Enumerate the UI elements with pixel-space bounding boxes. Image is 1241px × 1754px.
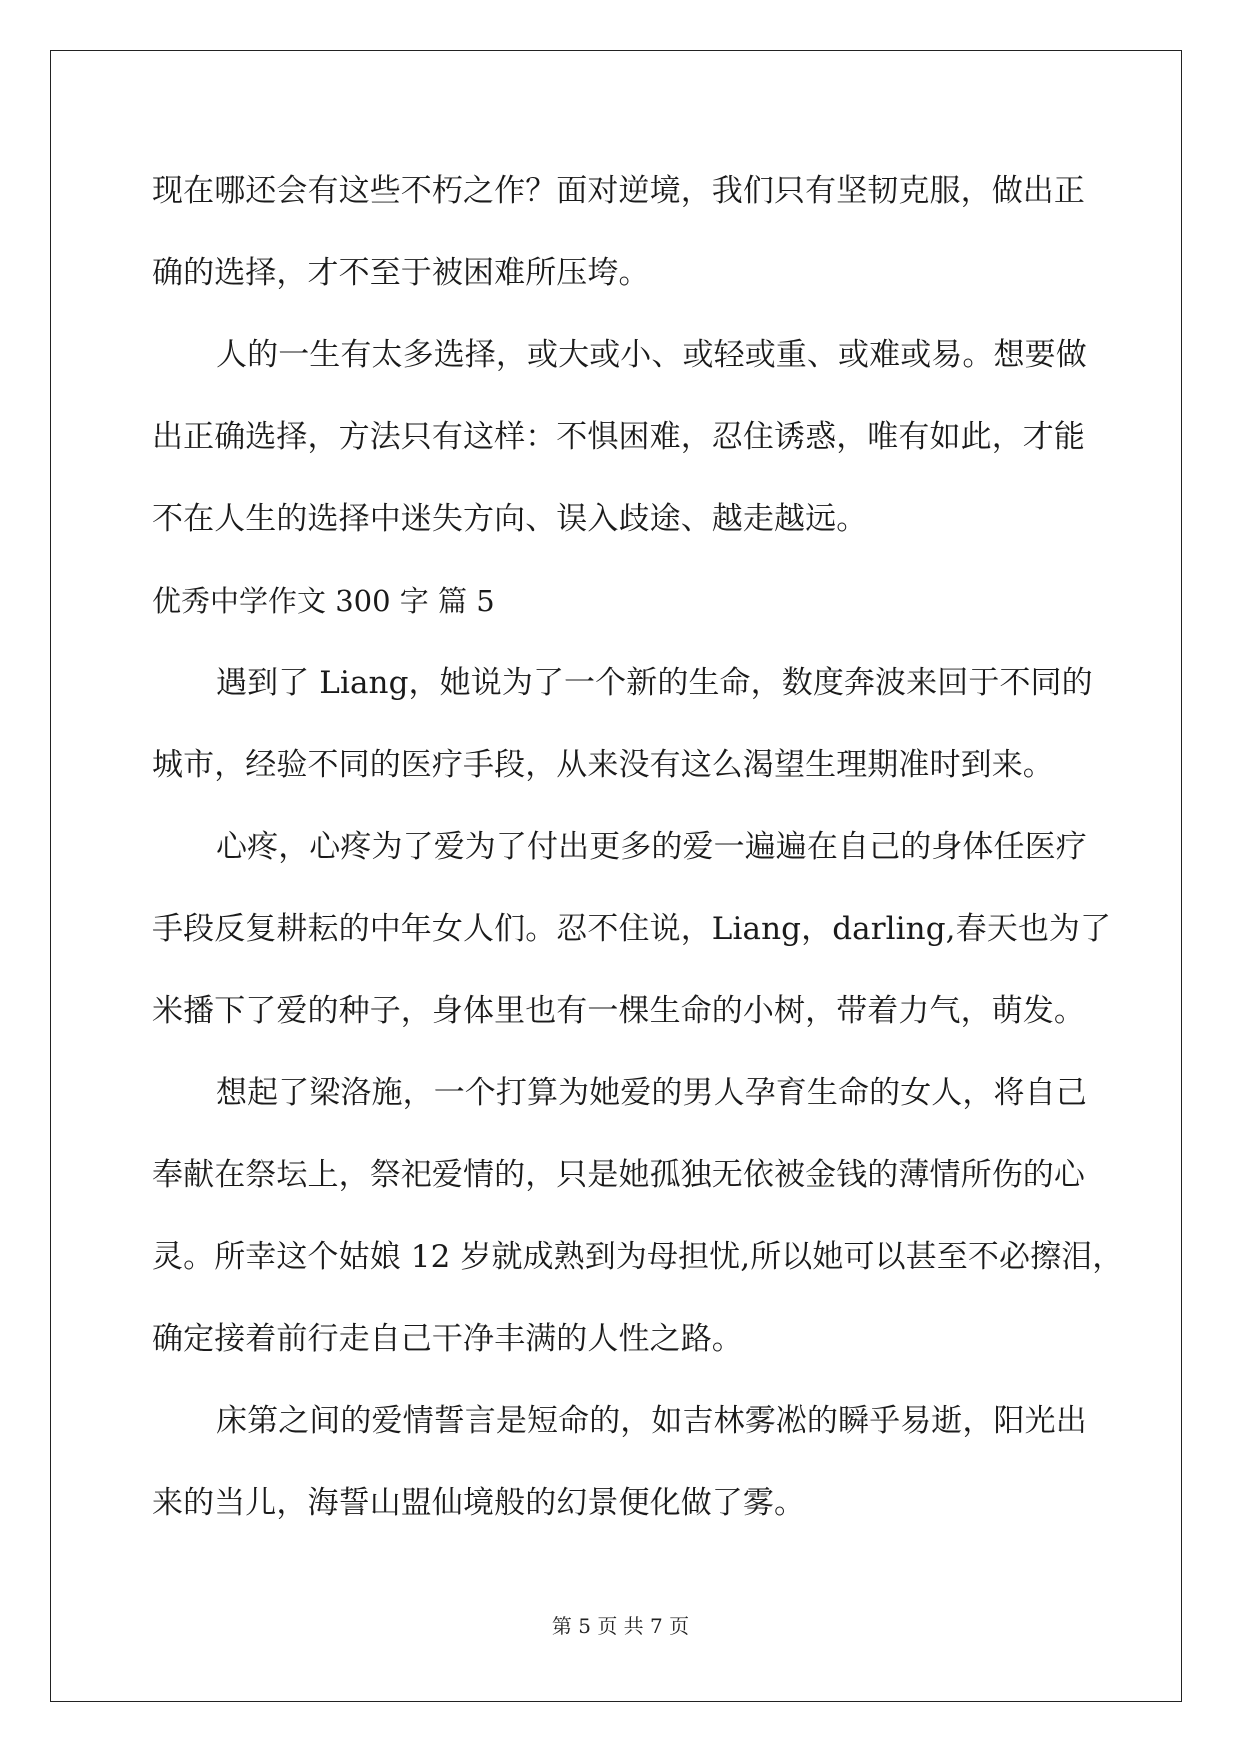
paragraph-line: 手段反复耕耘的中年女人们。忍不住说，Liang，darling,春天也为了 [152,911,1112,947]
paragraph-line: 遇到了 Liang，她说为了一个新的生命，数度奔波来回于不同的 [216,665,1093,701]
paragraph-line: 现在哪还会有这些不朽之作？面对逆境，我们只有坚韧克服，做出正 [152,173,1085,209]
paragraph-line: 灵。所幸这个姑娘 12 岁就成熟到为母担忧,所以她可以甚至不必擦泪， [152,1239,1124,1275]
section-heading: 优秀中学作文 300 字 篇 5 [152,584,495,618]
paragraph-line: 确的选择，才不至于被困难所压垮。 [152,255,650,291]
paragraph-line: 人的一生有太多选择，或大或小、或轻或重、或难或易。想要做 [216,337,1087,373]
paragraph-line: 不在人生的选择中迷失方向、误入歧途、越走越远。 [152,501,868,537]
paragraph-line: 来的当儿，海誓山盟仙境般的幻景便化做了雾。 [152,1485,806,1521]
paragraph-line: 想起了梁洛施，一个打算为她爱的男人孕育生命的女人，将自己 [216,1075,1087,1111]
paragraph-line: 米播下了爱的种子，身体里也有一棵生命的小树，带着力气，萌发。 [152,993,1085,1029]
document-body [152,158,1124,1552]
paragraph-line: 城市，经验不同的医疗手段，从来没有这么渴望生理期准时到来。 [152,747,1054,783]
paragraph-line: 确定接着前行走自己干净丰满的人性之路。 [152,1321,743,1357]
page-number-footer: 第 5 页 共 7 页 [551,1614,690,1638]
paragraph-line: 出正确选择，方法只有这样：不惧困难，忍住诱惑，唯有如此，才能 [152,419,1085,455]
paragraph-line: 床第之间的爱情誓言是短命的，如吉林雾凇的瞬乎易逝，阳光出 [216,1403,1087,1439]
paragraph-line: 心疼，心疼为了爱为了付出更多的爱一遍遍在自己的身体任医疗 [216,829,1087,865]
paragraph-line: 奉献在祭坛上，祭祀爱情的，只是她孤独无依被金钱的薄情所伤的心 [152,1157,1085,1193]
